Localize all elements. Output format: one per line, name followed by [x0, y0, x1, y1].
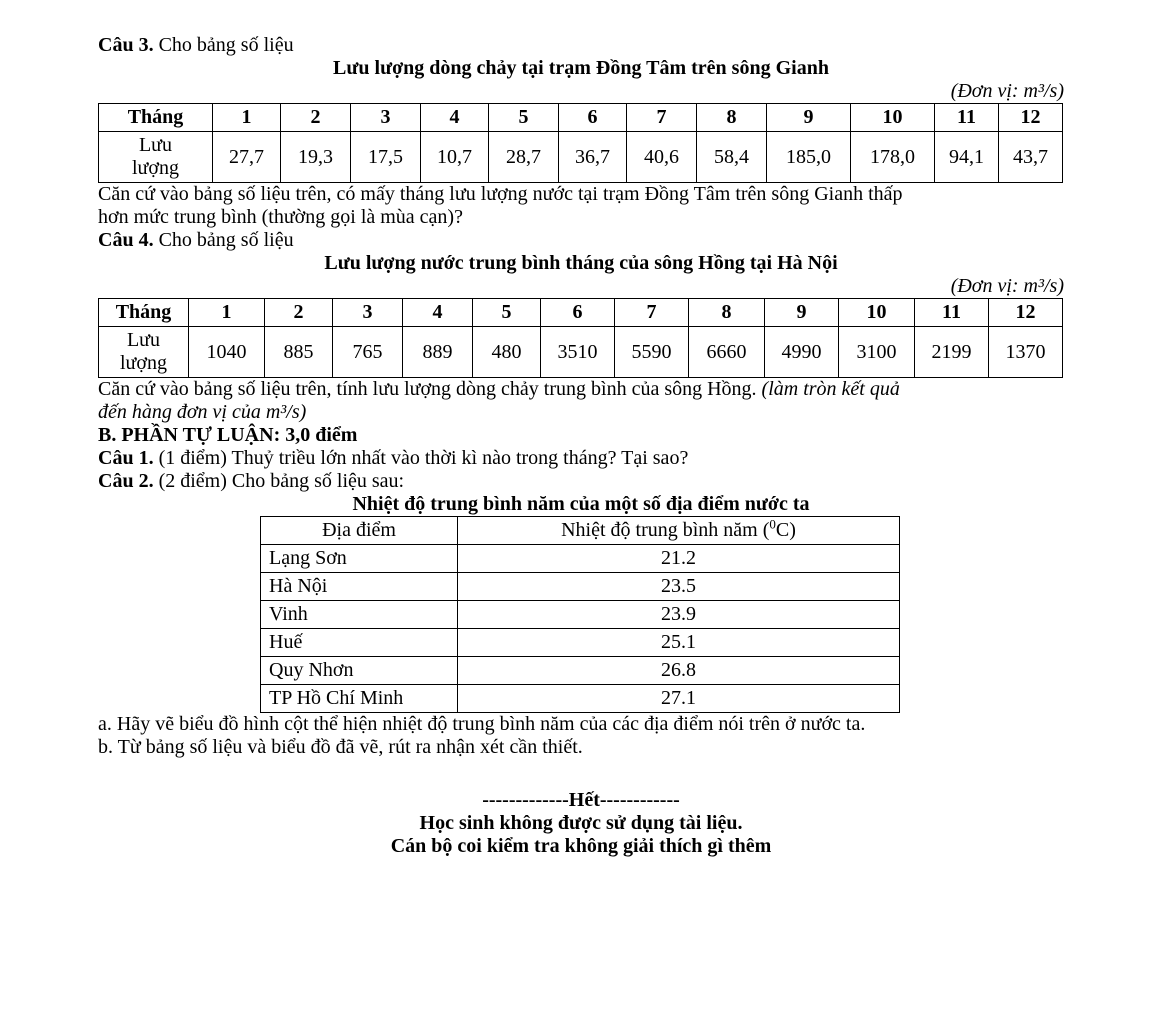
task-a: a. Hãy vẽ biểu đồ hình cột thể hiện nhiệt độ trung bình năm của các địa điểm nói trên ở nước ta.	[98, 713, 866, 735]
q4-value-cell: 4990	[765, 327, 839, 378]
place-cell: TP Hồ Chí Minh	[261, 685, 458, 713]
q3-value-cell: 58,4	[697, 132, 767, 183]
part-b-heading: B. PHẦN TỰ LUẬN: 3,0 điểm	[98, 424, 358, 446]
q3-value-label-line1: Lưu	[138, 134, 173, 156]
q3-value-row	[99, 132, 1063, 183]
q3-intro: Cho bảng số liệu	[153, 34, 294, 56]
q4-month-cell: 11	[915, 299, 989, 327]
q4-question-note-part1: (làm tròn kết quả	[761, 378, 900, 400]
q4-table-title: Lưu lượng nước trung bình tháng của sông Hồng tại Hà Nội	[324, 252, 838, 274]
q4-value-cell: 2199	[915, 327, 989, 378]
temp-cell: 23.5	[458, 573, 900, 601]
q3-month-cell: 1	[213, 104, 281, 132]
place-cell: Hà Nội	[261, 573, 458, 601]
q4-value-cell: 3100	[839, 327, 915, 378]
q4-month-cell: 7	[615, 299, 689, 327]
q3-question-line1: Căn cứ vào bảng số liệu trên, có mấy tháng lưu lượng nước tại trạm Đồng Tâm trên sông Gianh thấp	[98, 183, 903, 205]
q3-header-row	[99, 104, 1063, 132]
part-b-q2	[98, 470, 1064, 493]
q3-value-cell: 10,7	[421, 132, 489, 183]
q4-question-main: Căn cứ vào bảng số liệu trên, tính lưu lượng dòng chảy trung bình của sông Hồng.	[98, 378, 762, 400]
q4-header-row	[99, 299, 1063, 327]
temp-table-header	[261, 517, 900, 545]
q3-value-cell: 185,0	[767, 132, 851, 183]
q4-value-label-line2: lượng	[120, 352, 167, 374]
q4-value-label	[99, 327, 189, 378]
q4-header-label: Tháng	[99, 299, 189, 327]
place-cell: Huế	[261, 629, 458, 657]
table-row	[261, 657, 900, 685]
temp-col-temp-prefix: Nhiệt độ trung bình năm (	[561, 519, 770, 541]
q3-unit: (Đơn vị: m³/s)	[950, 80, 1064, 102]
temp-cell: 25.1	[458, 629, 900, 657]
q4-month-cell: 10	[839, 299, 915, 327]
q4-value-row	[99, 327, 1063, 378]
temp-col-temp-suffix: C)	[775, 519, 796, 541]
q3-value-cell: 19,3	[281, 132, 351, 183]
q3-value-cell: 40,6	[627, 132, 697, 183]
end-marker: -------------Hết------------	[482, 789, 680, 811]
q3-table-title: Lưu lượng dòng chảy tại trạm Đồng Tâm trên sông Gianh	[333, 57, 829, 79]
q3-month-cell: 9	[767, 104, 851, 132]
q4-table	[98, 298, 1063, 378]
q4-value-cell: 1370	[989, 327, 1063, 378]
q4-month-cell: 8	[689, 299, 765, 327]
q4-value-cell: 6660	[689, 327, 765, 378]
q4-question-note-part2: đến hàng đơn vị của m³/s)	[98, 401, 307, 423]
temp-col-temp-sup: 0	[769, 516, 776, 532]
temp-table	[260, 516, 900, 713]
table-row	[261, 629, 900, 657]
temp-table-title: Nhiệt độ trung bình năm của một số địa điểm nước ta	[352, 493, 810, 515]
q4-value-cell: 765	[333, 327, 403, 378]
part-b-q2-text: (2 điểm) Cho bảng số liệu sau:	[153, 470, 405, 492]
part-b-q1-label: Câu 1.	[98, 447, 154, 469]
q3-month-cell: 2	[281, 104, 351, 132]
q4-month-cell: 6	[541, 299, 615, 327]
q4-value-cell: 5590	[615, 327, 689, 378]
q4-value-cell: 889	[403, 327, 473, 378]
place-cell: Quy Nhơn	[261, 657, 458, 685]
q3-value-cell: 178,0	[851, 132, 935, 183]
q3-month-cell: 12	[999, 104, 1063, 132]
exam-page	[98, 34, 1064, 858]
q3-month-cell: 4	[421, 104, 489, 132]
temp-col-temp	[458, 517, 900, 545]
q3-month-cell: 7	[627, 104, 697, 132]
q4-unit: (Đơn vị: m³/s)	[950, 275, 1064, 297]
q3-value-cell: 36,7	[559, 132, 627, 183]
q3-value-cell: 43,7	[999, 132, 1063, 183]
q4-month-cell: 4	[403, 299, 473, 327]
table-row	[261, 545, 900, 573]
q4-month-cell: 2	[265, 299, 333, 327]
temp-cell: 26.8	[458, 657, 900, 685]
table-row	[261, 601, 900, 629]
q3-table	[98, 103, 1063, 183]
q4-label: Câu 4.	[98, 229, 154, 251]
q4-month-cell: 5	[473, 299, 541, 327]
q3-value-cell: 17,5	[351, 132, 421, 183]
q4-month-cell: 9	[765, 299, 839, 327]
q3-month-cell: 10	[851, 104, 935, 132]
q3-month-cell: 5	[489, 104, 559, 132]
q4-value-cell: 480	[473, 327, 541, 378]
footer-note-2: Cán bộ coi kiểm tra không giải thích gì thêm	[390, 835, 772, 857]
place-cell: Lạng Sơn	[261, 545, 458, 573]
q3-month-cell: 11	[935, 104, 999, 132]
table-row	[261, 685, 900, 713]
q3-value-cell: 28,7	[489, 132, 559, 183]
q3-heading	[98, 34, 1064, 57]
temp-cell: 27.1	[458, 685, 900, 713]
q4-month-cell: 3	[333, 299, 403, 327]
q4-value-cell: 885	[265, 327, 333, 378]
q3-month-cell: 3	[351, 104, 421, 132]
q4-value-cell: 1040	[189, 327, 265, 378]
place-cell: Vinh	[261, 601, 458, 629]
part-b-q1-text: (1 điểm) Thuỷ triều lớn nhất vào thời kì nào trong tháng? Tại sao?	[153, 447, 689, 469]
q3-value-label	[99, 132, 213, 183]
q4-heading	[98, 229, 1064, 252]
exam-footer	[98, 789, 1064, 858]
q3-value-label-line2: lượng	[132, 157, 179, 179]
q4-question-line1	[98, 378, 1064, 401]
footer-note-1: Học sinh không được sử dụng tài liệu.	[419, 812, 743, 834]
task-b: b. Từ bảng số liệu và biểu đồ đã vẽ, rút ra nhận xét cần thiết.	[98, 736, 583, 758]
q3-value-cell: 94,1	[935, 132, 999, 183]
q4-value-cell: 3510	[541, 327, 615, 378]
q4-month-cell: 1	[189, 299, 265, 327]
q4-month-cell: 12	[989, 299, 1063, 327]
part-b-q1	[98, 447, 1064, 470]
q4-intro: Cho bảng số liệu	[153, 229, 294, 251]
temp-cell: 21.2	[458, 545, 900, 573]
q4-value-label-line1: Lưu	[126, 329, 161, 351]
table-row	[261, 573, 900, 601]
q3-header-label: Tháng	[99, 104, 213, 132]
q3-month-cell: 6	[559, 104, 627, 132]
part-b-q2-label: Câu 2.	[98, 470, 154, 492]
q3-label: Câu 3.	[98, 34, 154, 56]
temp-col-place: Địa điểm	[261, 517, 458, 545]
q3-question-line2: hơn mức trung bình (thường gọi là mùa cạn)?	[98, 206, 463, 228]
q3-month-cell: 8	[697, 104, 767, 132]
q3-value-cell: 27,7	[213, 132, 281, 183]
temp-cell: 23.9	[458, 601, 900, 629]
